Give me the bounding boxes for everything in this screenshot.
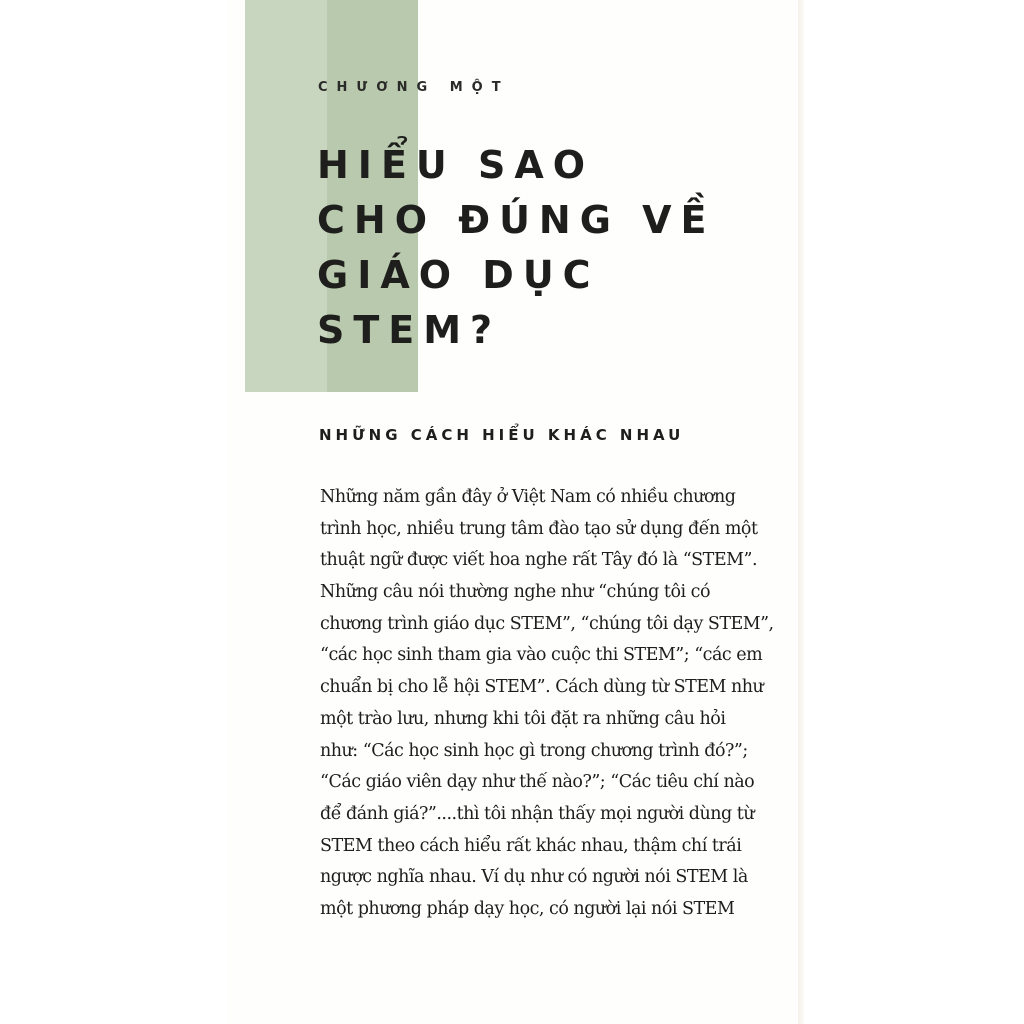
body-line: chuẩn bị cho lễ hội STEM”. Cách dùng từ STEM như bbox=[320, 677, 764, 698]
body-line: ngược nghĩa nhau. Ví dụ như có người nói STEM là bbox=[320, 867, 748, 888]
body-line: “các học sinh tham gia vào cuộc thi STEM”; “các em bbox=[320, 645, 763, 666]
body-line: Những câu nói thường nghe như “chúng tôi có bbox=[320, 582, 710, 603]
chapter-title bbox=[317, 138, 737, 358]
chapter-title-line: STEM? bbox=[317, 308, 502, 352]
body-line: như: “Các học sinh học gì trong chương trình đó?”; bbox=[320, 740, 748, 761]
page-edge bbox=[798, 0, 804, 1024]
body-paragraph bbox=[320, 482, 774, 926]
body-line: chương trình giáo dục STEM”, “chúng tôi dạy STEM”, bbox=[320, 613, 774, 634]
body-line: Những năm gần đây ở Việt Nam có nhiều chương bbox=[320, 487, 736, 507]
chapter-label: CHƯƠNG MỘT bbox=[318, 80, 510, 95]
body-line: “Các giáo viên dạy như thế nào?”; “Các tiêu chí nào bbox=[320, 772, 755, 793]
body-line: một trào lưu, nhưng khi tôi đặt ra những câu hỏi bbox=[320, 708, 726, 729]
body-line: thuật ngữ được viết hoa nghe rất Tây đó là “STEM”. bbox=[320, 550, 758, 571]
section-heading: NHỮNG CÁCH HIỂU KHÁC NHAU bbox=[319, 426, 685, 444]
chapter-title-line: CHO ĐÚNG VỀ bbox=[317, 198, 716, 242]
body-line: một phương pháp dạy học, có người lại nói STEM bbox=[320, 898, 735, 919]
body-line: trình học, nhiều trung tâm đào tạo sử dụng đến một bbox=[320, 518, 758, 539]
chapter-title-line: HIỂU SAO bbox=[317, 143, 595, 187]
body-line: STEM theo cách hiểu rất khác nhau, thậm chí trái bbox=[320, 835, 742, 856]
chapter-title-line: GIÁO DỤC bbox=[317, 253, 600, 297]
body-line: để đánh giá?”....thì tôi nhận thấy mọi người dùng từ bbox=[320, 803, 755, 824]
